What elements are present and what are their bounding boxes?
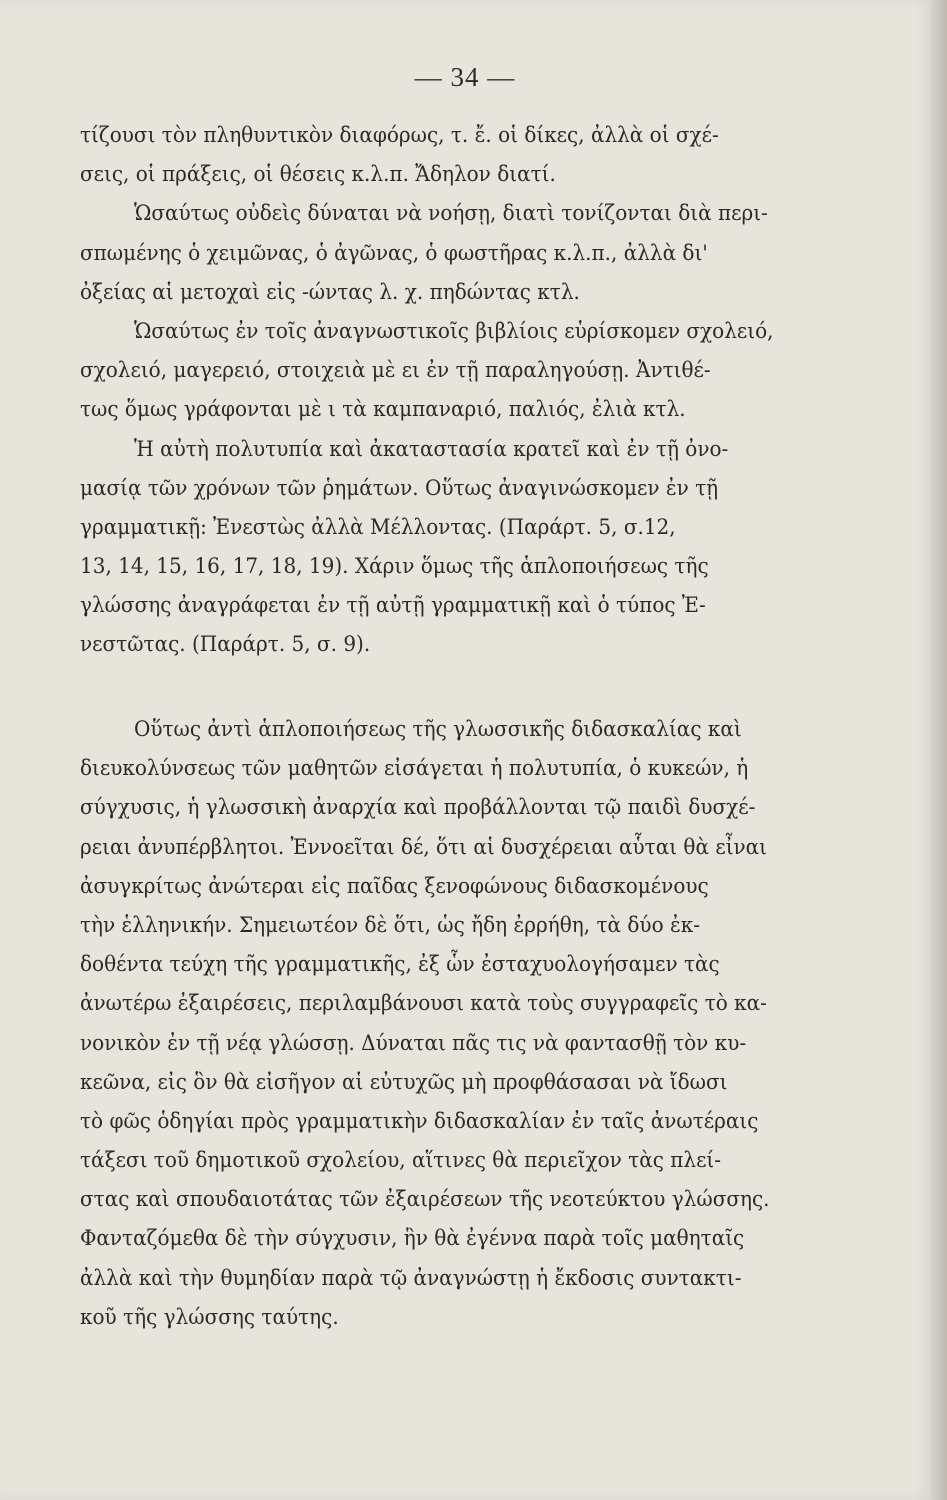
paragraph-block-top bbox=[80, 116, 880, 665]
text-line: σεις, οἱ πράξεις, οἱ θέσεις κ.λ.π. Ἄδηλον διατί. bbox=[80, 162, 556, 188]
text-line: ὀξείας αἱ μετοχαὶ εἰς -ώντας λ. χ. πηδώντας κτλ. bbox=[80, 279, 580, 305]
text-line: σχολειό, μαγερειό, στοιχειὰ μὲ ει ἐν τῇ παραληγούσῃ. Ἀντιθέ- bbox=[80, 358, 711, 384]
page-number: — 34 — bbox=[414, 62, 516, 92]
text-line: Οὕτως ἀντὶ ἁπλοποιήσεως τῆς γλωσσικῆς διδασκαλίας καὶ bbox=[133, 717, 742, 742]
text-line: τάξεσι τοῦ δημοτικοῦ σχολείου, αἵτινες θὰ περιεῖχον τὰς πλεί- bbox=[80, 1148, 722, 1174]
text-line: νεστῶτας. (Παράρτ. 5, σ. 9). bbox=[80, 632, 371, 658]
text-line: Φανταζόμεθα δὲ τὴν σύγχυσιν, ἣν θὰ ἐγέννα παρὰ τοῖς μαθηταῖς bbox=[80, 1226, 745, 1252]
text-line: κεῶνα, εἰς ὃν θὰ εἰσῆγον αἱ εὐτυχῶς μὴ προφθάσασαι νὰ ἴδωσι bbox=[80, 1069, 728, 1095]
text-line: σπωμένης ὁ χειμῶνας, ὁ ἀγῶνας, ὁ φωστῆρας κ.λ.π., ἀλλὰ δι' bbox=[80, 240, 708, 266]
text-line: ρειαι ἀνυπέρβλητοι. Ἐννοεῖται δέ, ὅτι αἱ δυσχέρειαι αὗται θὰ εἶναι bbox=[80, 834, 768, 860]
text-line: Ἡ αὐτὴ πολυτυπία καὶ ἀκαταστασία κρατεῖ καὶ ἐν τῇ ὀνο- bbox=[133, 436, 729, 462]
text-line: Ὡσαύτως ἐν τοῖς ἀναγνωστικοῖς βιβλίοις εὑρίσκομεν σχολειό, bbox=[133, 318, 774, 344]
text-line: τως ὅμως γράφονται μὲ ι τὰ καμπαναριό, παλιός, ἐλιὰ κτλ. bbox=[80, 397, 686, 423]
text-line: γραμματικῇ: Ἐνεστὼς ἀλλὰ Μέλλοντας. (Παράρτ. 5, σ.12, bbox=[80, 514, 676, 540]
text-line: σύγχυσις, ἡ γλωσσικὴ ἀναρχία καὶ προβάλλονται τῷ παιδὶ δυσχέ- bbox=[80, 795, 756, 821]
text-line: 13, 14, 15, 16, 17, 18, 19). Χάριν ὅμως τῆς ἁπλοποιήσεως τῆς bbox=[80, 554, 709, 580]
text-line: δοθέντα τεύχη τῆς γραμματικῆς, ἐξ ὧν ἐσταχυολογήσαμεν τὰς bbox=[80, 952, 720, 978]
text-line: γλώσσης ἀναγράφεται ἐν τῇ αὐτῇ γραμματικῇ καὶ ὁ τύπος Ἐ- bbox=[80, 593, 706, 619]
text-line: κοῦ τῆς γλώσσης ταύτης. bbox=[80, 1304, 339, 1330]
paragraph-block-bottom bbox=[80, 710, 880, 1337]
text-line: νονικὸν ἐν τῇ νέᾳ γλώσσῃ. Δύναται πᾶς τις νὰ φαντασθῇ τὸν κυ- bbox=[80, 1030, 747, 1056]
text-line: τίζουσι τὸν πληθυντικὸν διαφόρως, τ. ἔ. οἱ δίκες, ἀλλὰ οἱ σχέ- bbox=[80, 123, 719, 148]
text-line: διευκολύνσεως τῶν μαθητῶν εἰσάγεται ἡ πολυτυπία, ὁ κυκεών, ἡ bbox=[80, 756, 749, 782]
text-line: στας καὶ σπουδαιοτάτας τῶν ἐξαιρέσεων τῆς νεοτεύκτου γλώσσης. bbox=[80, 1187, 770, 1213]
text-line: ἀσυγκρίτως ἀνώτεραι εἰς παῖδας ξενοφώνους διδασκομένους bbox=[80, 873, 709, 899]
text-line: ἀλλὰ καὶ τὴν θυμηδίαν παρὰ τῷ ἀναγνώστῃ ἡ ἔκδοσις συντακτι- bbox=[80, 1265, 742, 1291]
text-line: τὸ φῶς ὁδηγίαι πρὸς γραμματικὴν διδασκαλίαν ἐν ταῖς ἀνωτέραις bbox=[80, 1108, 759, 1134]
text-line: μασίᾳ τῶν χρόνων τῶν ῥημάτων. Οὕτως ἀναγινώσκομεν ἐν τῇ bbox=[80, 475, 719, 501]
text-line: ἀνωτέρω ἐξαιρέσεις, περιλαμβάνουσι κατὰ τοὺς συγγραφεῖς τὸ κα- bbox=[80, 991, 767, 1017]
page-edge bbox=[930, 0, 947, 1500]
text-line: Ὡσαύτως οὐδεὶς δύναται νὰ νοήσῃ, διατὶ τονίζονται διὰ περι- bbox=[133, 201, 768, 227]
text-line: τὴν ἑλληνικήν. Σημειωτέον δὲ ὅτι, ὡς ἤδη ἐρρήθη, τὰ δύο ἐκ- bbox=[80, 912, 700, 938]
